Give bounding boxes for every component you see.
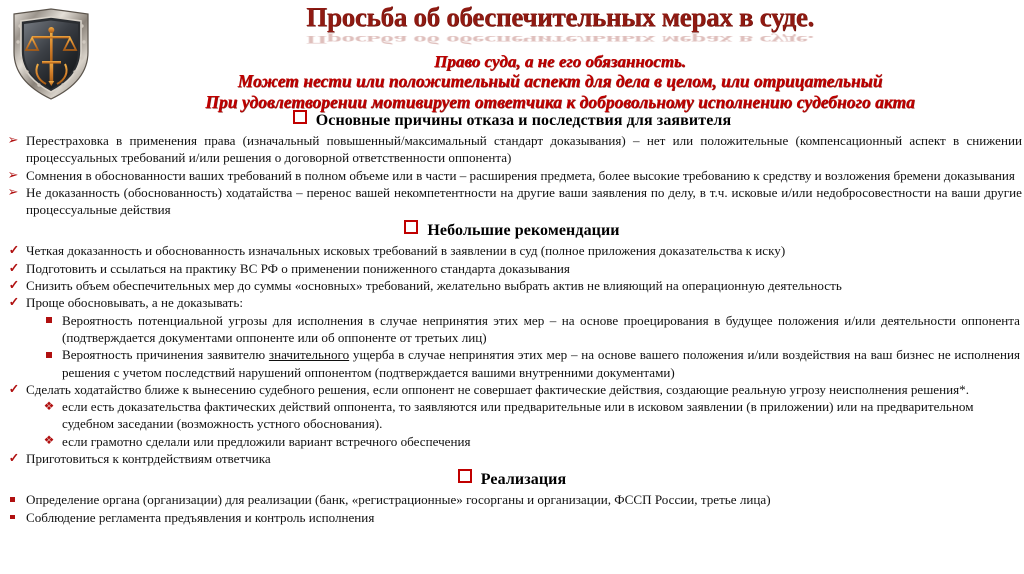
text-post: ущерба в случае непринятия этих мер – на основе вашего положения и/или воздействия на ваш бизнес не исполнения решения с учетом последствий нарушений оппонентом (подтверждается вашими внутренними документами) (62, 347, 1021, 380)
list-item (0, 381, 1024, 398)
section-heading-recommendations (0, 220, 1024, 241)
list-item (0, 433, 1024, 450)
list-recommendations (0, 242, 1024, 467)
square-outline-icon (458, 469, 472, 483)
list-item-text: Снизить объем обеспечительных мер до суммы «основных» требований, желательно выбрать актив не влияющий на операционную деятельность (26, 278, 842, 294)
section-heading-text: Основные причины отказа и последствия для заявителя (315, 112, 732, 129)
subtitle-line-3: При удовлетворении мотивирует ответчика к добровольному исполнению судебного акта (205, 92, 915, 112)
list-item-text: если грамотно сделали или предложили вариант встречного обеспечения (62, 433, 471, 449)
list-item (0, 260, 1024, 277)
check-bullet-icon: ✓ (8, 260, 20, 275)
list-item-text: Не доказанность (обоснованность) ходатайства – перенос вашей некомпетентности на другие ваши заявления по делу, в т.ч. исковые и/или недобросовестности на ваши другие процессуальные действия (26, 184, 1022, 218)
slide-header (0, 0, 1024, 112)
list-item-text: Четкая доказанность и обоснованность изначальных исковых требований в заявлении в суд (полное приложения доказательства к иску) (26, 243, 786, 259)
text-pre: Вероятность причинения заявителю (62, 347, 269, 363)
section-heading-text: Небольшие рекомендации (427, 222, 620, 240)
square-bullet-icon (46, 317, 52, 323)
check-bullet-icon: ✓ (8, 451, 20, 466)
diamond-bullet-icon: ❖ (43, 398, 55, 413)
check-bullet-icon: ✓ (8, 278, 20, 293)
list-item-text: Соблюдение регламента предъявления и контроль исполнения (26, 509, 375, 525)
list-item-text-composite (62, 346, 1020, 381)
list-item-text: Приготовиться к контрдействиям ответчика (26, 451, 271, 467)
list-item-text: Перестраховка в применения права (изначальный повышенный/максимальный стандарт доказывания) – нет или положительные (компенсационный аспект в снижении процессуальных требований и/или решения о договорной ответственности оппонента) (26, 133, 1022, 166)
page-title: Просьба об обеспечительных мерах в суде. (306, 2, 814, 32)
tiny-square-bullet-icon (10, 497, 15, 502)
section-heading-reasons (0, 110, 1024, 131)
check-bullet-icon: ✓ (8, 381, 20, 396)
check-bullet-icon: ✓ (8, 243, 20, 258)
list-item (0, 132, 1024, 167)
subtitle-line-2: Может нести или положительный аспект для дела в целом, или отрицательный (237, 71, 883, 91)
justice-shield-emblem-icon (8, 6, 94, 102)
square-outline-icon (293, 110, 307, 124)
list-item-text: если есть доказательства фактических действий оппонента, то заявляются или предварительные или в исковом заявлении (в приложении) или на предварительном судебном заседании (возможность устного обоснования). (62, 399, 974, 432)
page-title-reflection: Просьба об обеспечительных мерах в суде. (306, 33, 814, 47)
list-implementation (0, 491, 1024, 526)
arrow-bullet-icon: ➢ (7, 132, 19, 147)
list-item-text: Сделать ходатайство ближе к вынесению судебного решения, если оппонент не совершает фактические действия, создающие реальную угрозу неисполнения решения*. (26, 381, 969, 397)
square-bullet-icon (46, 352, 52, 358)
list-item (0, 312, 1024, 347)
list-item (0, 398, 1024, 433)
list-item-text: Сомнения в обоснованности ваших требований в полном объеме или в части – расширения предмета, более высокие требованию к средству и возложения бремени доказывания (26, 167, 1015, 183)
list-item (0, 346, 1024, 381)
title-block (96, 0, 1024, 113)
list-item (0, 450, 1024, 467)
list-item (0, 294, 1024, 311)
list-item-text: Определение органа (организации) для реализации (банк, «регистрационные» госорганы и организации, ФССП России, третье лица) (26, 492, 771, 508)
list-item-text: Вероятность потенциальной угрозы для исполнения в случае непринятия этих мер – на основе проецирования в будущее положения и/или деятельности оппонента (подтверждается документами оппоненте или об оппоненте от третьих лиц) (62, 312, 1020, 345)
list-item (0, 167, 1024, 184)
list-item-text: Проще обосновывать, а не доказывать: (26, 295, 244, 311)
text-underlined: значительного (268, 347, 350, 363)
square-outline-icon (404, 220, 418, 234)
subtitle-line-1: Право суда, а не его обязанность. (434, 52, 686, 71)
tiny-square-bullet-icon (10, 515, 15, 520)
list-item (0, 509, 1024, 526)
list-item (0, 491, 1024, 508)
list-item (0, 277, 1024, 294)
section-heading-text: Реализация (480, 471, 567, 489)
list-item (0, 184, 1024, 219)
list-item (0, 242, 1024, 259)
slide-content (0, 110, 1024, 526)
list-reasons (0, 132, 1024, 218)
list-item-text: Подготовить и ссылаться на практику ВС РФ о применении пониженного стандарта доказывания (26, 260, 570, 276)
section-heading-implementation (0, 469, 1024, 490)
arrow-bullet-icon: ➢ (7, 166, 19, 182)
diamond-bullet-icon: ❖ (43, 433, 55, 448)
arrow-bullet-icon: ➢ (7, 183, 19, 199)
check-bullet-icon: ✓ (8, 295, 20, 310)
